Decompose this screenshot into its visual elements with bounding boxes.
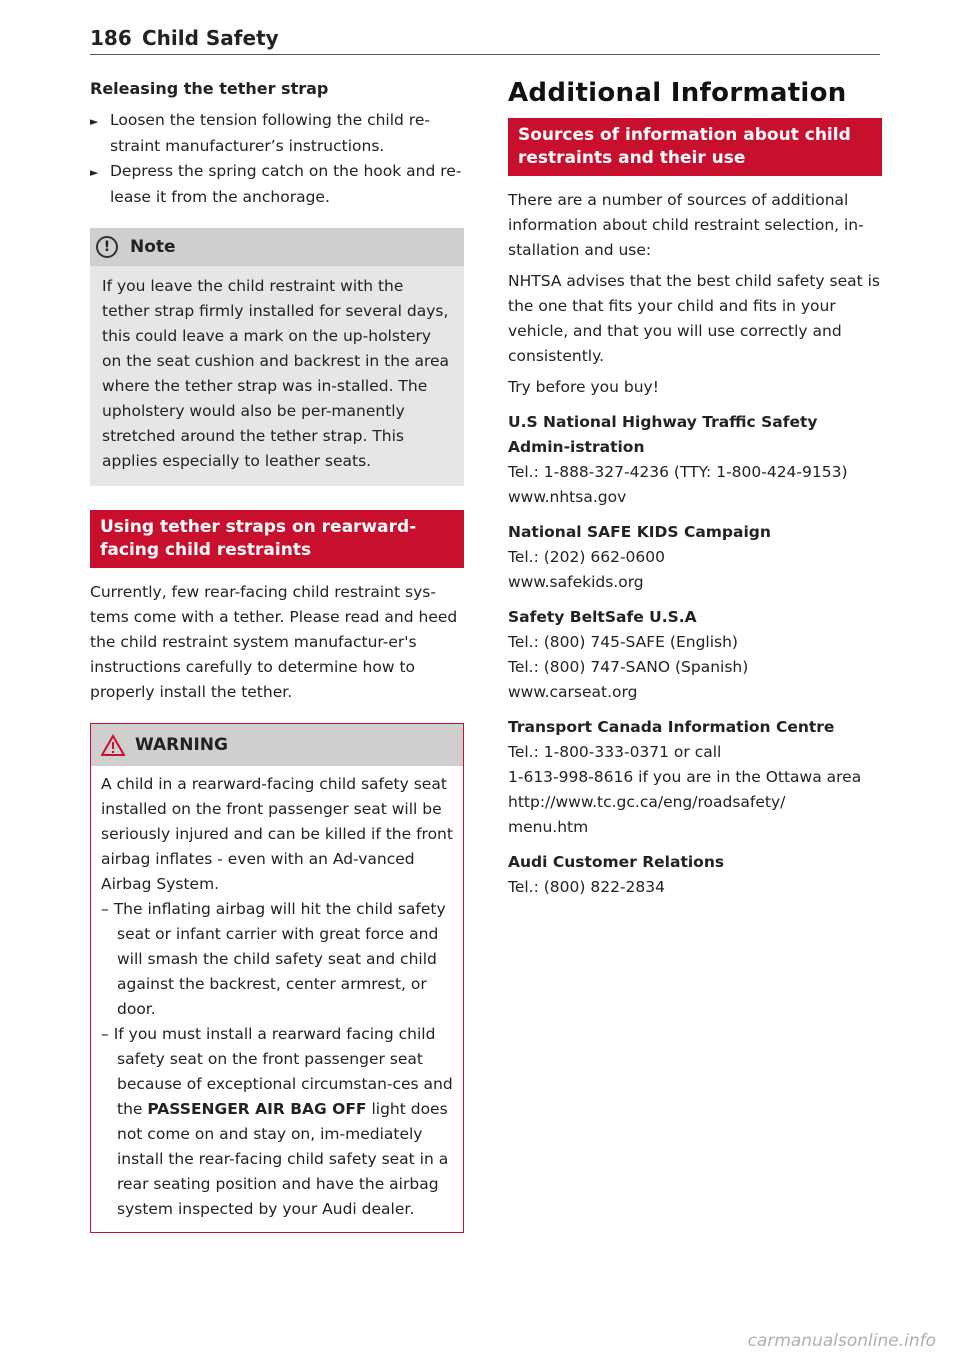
bullet-text: Loosen the tension following the child re-straint manufacturer’s instructions. xyxy=(110,111,430,155)
passenger-airbag-off-label: PASSENGER AIR BAG OFF xyxy=(147,1100,367,1118)
warning-box xyxy=(90,723,464,1233)
warning-item-text: The inflating airbag will hit the child safety seat or infant carrier with great force and will smash the child safety seat and child against the backrest, center armrest, or door. xyxy=(113,900,446,1018)
source-name: Audi Customer Relations xyxy=(508,853,725,871)
note-box xyxy=(90,228,464,486)
warning-item-text: If you must install a rearward facing child safety seat on the front passenger seat because of exceptional circumstan-ces and the xyxy=(113,1025,453,1118)
warning-triangle-icon xyxy=(101,734,125,756)
left-column xyxy=(90,78,464,1233)
bullet-item xyxy=(90,108,464,159)
source-name: U.S National Highway Traffic Safety Admin-istration xyxy=(508,413,818,456)
warning-item: – If you must install a rearward facing child safety seat on the front passenger seat because of exceptional circumstan-ces and the PASSENGER AIR BAG OFF light does not come on and stay on, im-mediately install the rear-facing child safety seat in a rear seating position and have the airbag system inspected by your Audi dealer. xyxy=(101,1025,453,1218)
warning-header xyxy=(91,724,463,766)
bullet-item xyxy=(90,159,464,210)
right-column xyxy=(508,78,882,900)
nhtsa-advice: NHTSA advises that the best child safety seat is the one that fits your child and fits in your vehicle, and that you will use correctly and consistently. xyxy=(508,272,880,365)
source-line: Tel.: (202) 662-0600 xyxy=(508,548,665,566)
source-entry xyxy=(508,605,882,705)
watermark: carmanualsonline.info xyxy=(747,1331,936,1351)
source-link[interactable]: menu.htm xyxy=(508,818,589,836)
triangle-bullet-icon: ► xyxy=(90,115,99,128)
source-entry xyxy=(508,520,882,595)
source-line: Tel.: (800) 745-SAFE (English) xyxy=(508,633,738,651)
warning-intro: A child in a rearward-facing child safety seat installed on the front passenger seat will be seriously injured and can be killed if the front airbag inflates - even with an Ad-vanced Airbag System. xyxy=(101,775,453,893)
source-link[interactable]: www.carseat.org xyxy=(508,683,638,701)
source-link[interactable]: www.nhtsa.gov xyxy=(508,488,627,506)
source-entry xyxy=(508,715,882,840)
exclamation-circle-icon: ! xyxy=(96,236,118,258)
source-entry xyxy=(508,850,882,900)
warning-body xyxy=(91,766,463,1222)
source-line: Tel.: (800) 747-SANO (Spanish) xyxy=(508,658,749,676)
try-before-buy: Try before you buy! xyxy=(508,378,659,396)
additional-info-title: Additional Information xyxy=(508,78,847,108)
source-name: Safety BeltSafe U.S.A xyxy=(508,608,697,626)
warning-item-text: light does not come on and stay on, im-mediately install the rear-facing child safety seat in a rear seating position and have the airbag system inspected by your Audi dealer. xyxy=(117,1100,449,1218)
sources-intro: There are a number of sources of additional information about child restraint selection, in-stallation and use: xyxy=(508,191,864,259)
source-link[interactable]: www.safekids.org xyxy=(508,573,644,591)
warning-label: WARNING xyxy=(135,735,228,755)
rearward-section-title: Using tether straps on rearward-facing child restraints xyxy=(90,510,464,568)
source-link[interactable]: http://www.tc.gc.ca/eng/roadsafety/ xyxy=(508,793,786,811)
bullet-text: Depress the spring catch on the hook and re-lease it from the anchorage. xyxy=(110,162,462,206)
releasing-title: Releasing the tether strap xyxy=(90,79,329,98)
page-number: 186 xyxy=(90,26,132,50)
source-name: Transport Canada Information Centre xyxy=(508,718,835,736)
warning-item: – The inflating airbag will hit the child safety seat or infant carrier with great force and will smash the child safety seat and child against the backrest, center armrest, or door. xyxy=(101,900,446,1018)
note-label: Note xyxy=(130,237,176,257)
source-line: Tel.: (800) 822-2834 xyxy=(508,878,665,896)
triangle-bullet-icon: ► xyxy=(90,166,99,179)
note-text: If you leave the child restraint with the tether strap firmly installed for several days, this could leave a mark on the up-holstery on the seat cushion and backrest in the area where the tether strap was in-stalled. The upholstery would also be per-manently stretched around the tether strap. This applies especially to leather seats. xyxy=(102,277,450,470)
source-entry xyxy=(508,410,882,510)
sources-section-title: Sources of information about child restraints and their use xyxy=(508,118,882,176)
page-header xyxy=(90,22,880,55)
section-title: Child Safety xyxy=(142,26,279,50)
source-name: National SAFE KIDS Campaign xyxy=(508,523,771,541)
source-line: 1-613-998-8616 if you are in the Ottawa area xyxy=(508,768,862,786)
source-line: Tel.: 1-888-327-4236 (TTY: 1-800-424-9153) xyxy=(508,463,848,481)
source-line: Tel.: 1-800-333-0371 or call xyxy=(508,743,722,761)
note-header xyxy=(90,228,464,266)
rearward-text: Currently, few rear-facing child restraint sys-tems come with a tether. Please read and heed the child restraint system manufactur-er's instructions carefully to determine how to properly install the tether. xyxy=(90,583,458,701)
